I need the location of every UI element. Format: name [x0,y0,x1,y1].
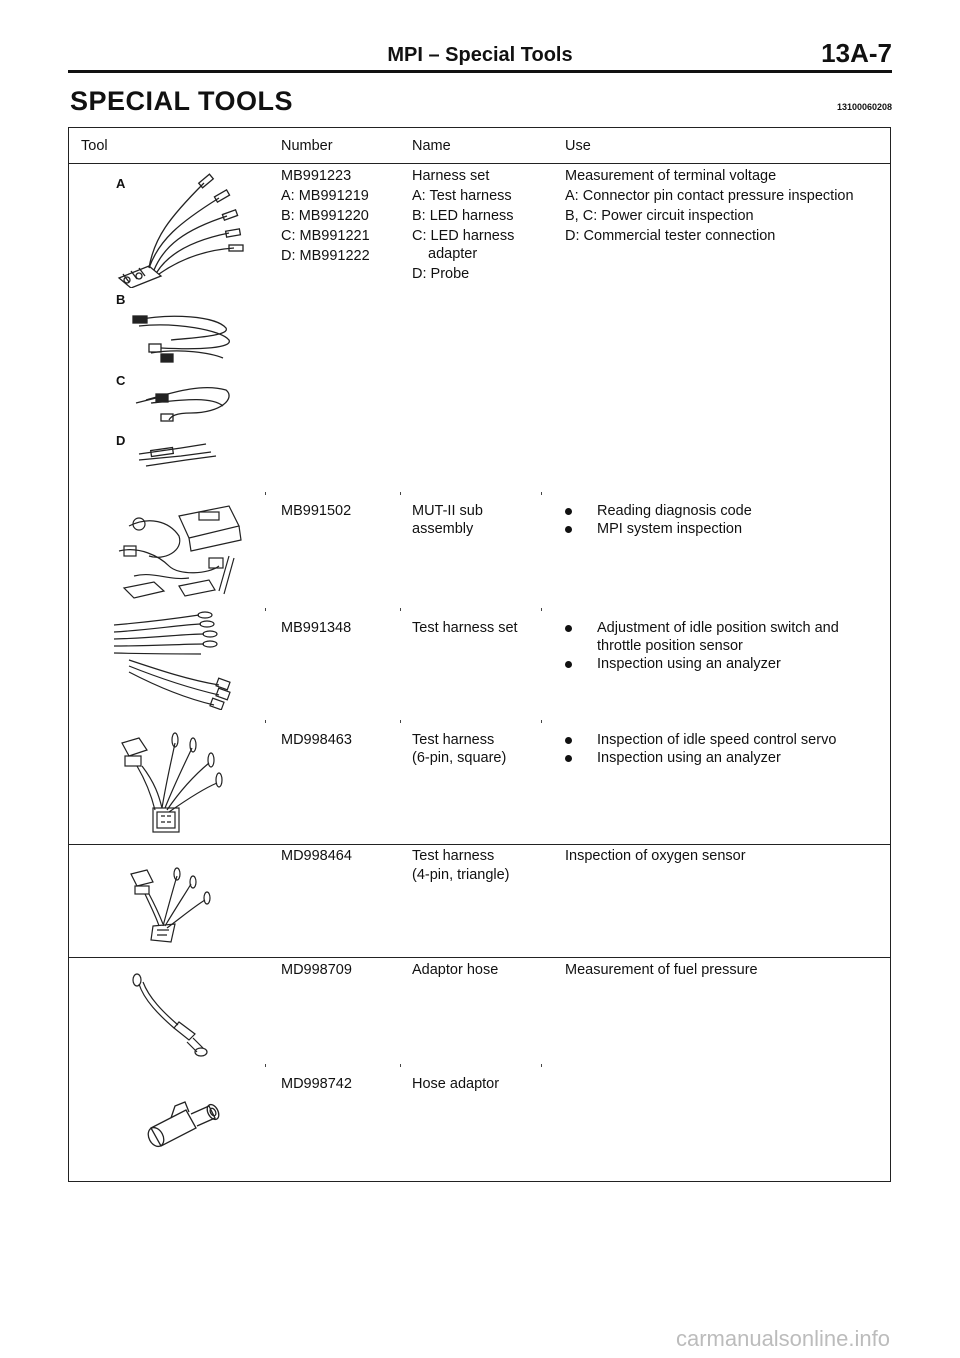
name-c: C: LED harness [412,228,515,244]
use-4pin: Inspection of oxygen sensor [565,848,746,864]
watermark: carmanualsonline.info [675,1326,890,1351]
name-test-harness-set: Test harness set [412,620,518,636]
name-4pin-line1: Test harness [412,848,495,864]
use-harness-set: Measurement of terminal voltage [565,168,777,184]
name-c-cont: adapter [428,246,478,262]
name-6pin-line1: Test harness [412,732,495,748]
test-harness-set-illustration [109,610,239,710]
number-adaptor-hose: MD998709 [281,962,352,978]
table-header-divider [69,163,890,164]
col-header-tool: Tool [81,138,108,154]
page-number: 13A-7 [821,38,892,68]
name-b: B: LED harness [412,208,514,224]
name-mut-ii-line1: MUT-II sub [412,503,483,519]
name-adaptor-hose: Adaptor hose [412,962,499,978]
tool-label-b: B [116,292,126,307]
number-6pin: MD998463 [281,732,352,748]
hose-adaptor-illustration [141,1088,231,1168]
running-header-title: MPI – Special Tools [387,44,573,66]
name-6pin-line2: (6-pin, square) [412,750,507,766]
adaptor-hose-illustration [129,970,219,1060]
number-hose-adaptor: MD998742 [281,1076,352,1092]
number-c: C: MB991221 [281,228,370,244]
name-d: D: Probe [412,266,470,282]
special-tools-table: Tool Number Name Use A B C D MB991223 A: MB991219 B: MB991220 C: MB991221 D: MB991222 Harness set A: Test harness B: LED harness C: LED harness adapter D: Probe Measurement of terminal voltage A: Connector pin contact pressure inspection B, C: Power circuit inspection D: Commercial tester connection MB991502 MUT-II sub assembly Reading diagnosis code MPI system inspection MB991348 Test harness set Adjustment of idle position switch and throttle position sensor Inspection using an analyzer MD998463 Test harness (6-pin, square) Inspection of idle speed control servo Inspection using an analyzer MD998464 Test harness (4-pin, triangle) Inspection of oxygen sensor MD998709 Adaptor hose Measurement of fuel pressure MD998742 Hose adaptor [68,127,891,1182]
name-mut-ii-line2: assembly [412,521,474,537]
header-rule [68,70,892,73]
col-header-name: Name [412,138,451,154]
section-code: 13100060208 [836,102,892,112]
led-harness-b-illustration [131,308,241,368]
number-4pin: MD998464 [281,848,352,864]
harness-set-a-illustration [109,168,249,288]
col-header-use: Use [565,138,591,154]
row-divider [69,844,890,845]
use-b-c: B, C: Power circuit inspection [565,208,754,224]
name-harness-set: Harness set [412,168,490,184]
row-divider [69,957,890,958]
tool-label-c: C [116,373,126,388]
col-header-number: Number [281,138,333,154]
number-d: D: MB991222 [281,248,370,264]
test-harness-6pin-illustration [117,728,237,838]
name-a: A: Test harness [412,188,512,204]
number-b: B: MB991220 [281,208,369,224]
test-harness-4pin-illustration [127,864,227,944]
number-a: A: MB991219 [281,188,369,204]
tool-label-a: A [116,176,126,191]
section-title: SPECIAL TOOLS [70,86,294,116]
use-continuation: throttle position sensor [597,638,743,654]
mut-ii-sub-assembly-illustration [109,496,249,606]
probe-d-illustration [131,440,231,470]
use-adaptor-hose: Measurement of fuel pressure [565,962,758,978]
tool-label-d: D [116,433,126,448]
name-hose-adaptor: Hose adaptor [412,1076,500,1092]
name-4pin-line2: (4-pin, triangle) [412,867,510,883]
number-harness-set: MB991223 [281,168,352,184]
use-a: A: Connector pin contact pressure inspection [565,188,854,204]
number-test-harness-set: MB991348 [281,620,352,636]
number-mut-ii: MB991502 [281,503,352,519]
use-d: D: Commercial tester connection [565,228,776,244]
led-harness-c-illustration [131,378,241,428]
